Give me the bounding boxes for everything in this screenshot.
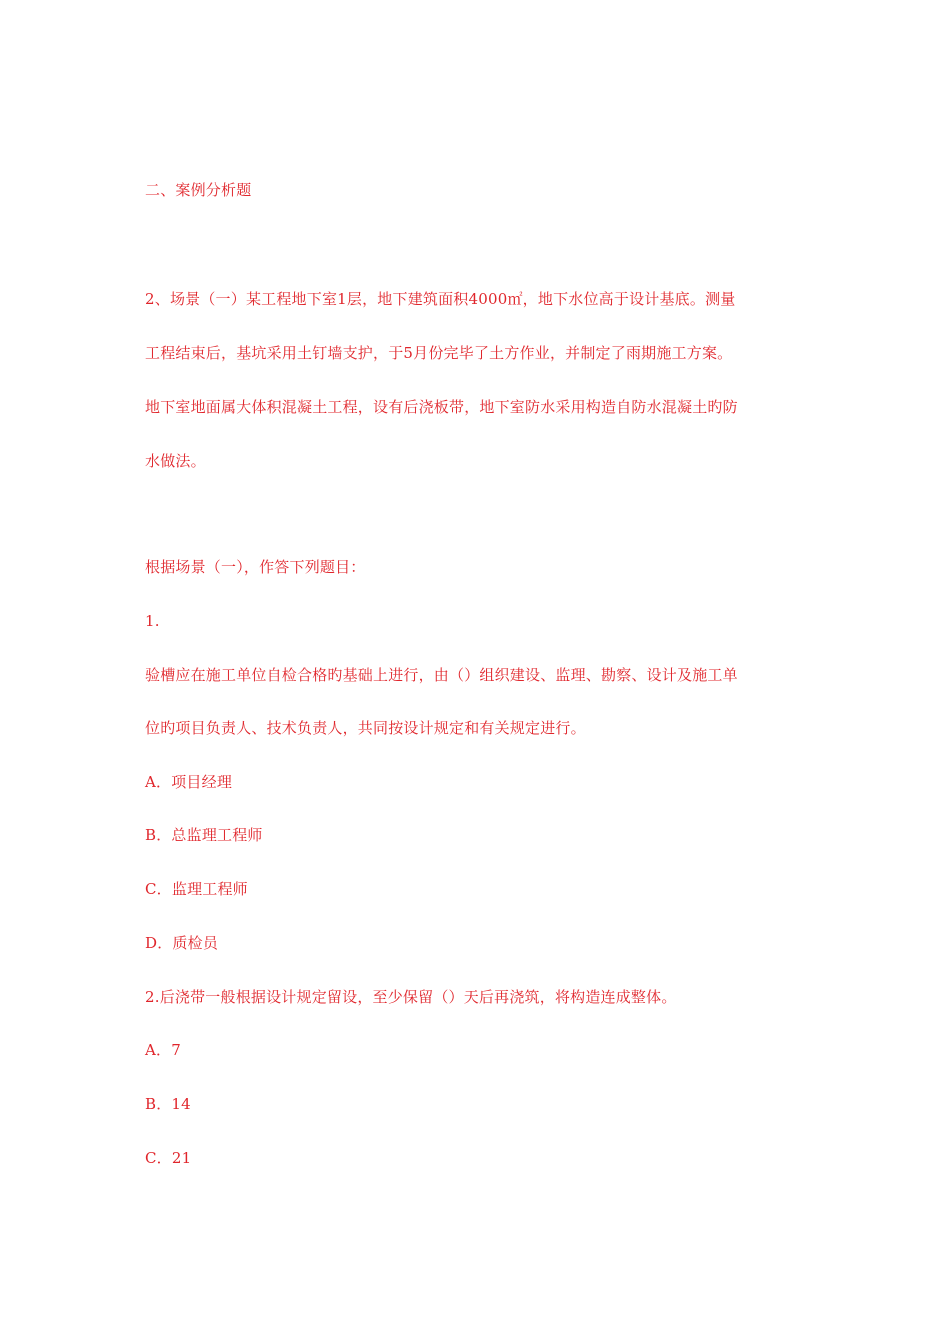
question-1-option-a: A．项目经理 bbox=[145, 773, 233, 791]
question-1-number: 1. bbox=[145, 612, 160, 630]
scenario-line-2: 工程结束后，基坑采用土钉墙支护，于5月份完毕了土方作业，并制定了雨期施工方案。 bbox=[145, 344, 733, 362]
instruction-text: 根据场景（一），作答下列题目： bbox=[145, 558, 366, 576]
question-2-option-a: A．7 bbox=[145, 1041, 181, 1059]
question-2-option-c: C．21 bbox=[145, 1149, 192, 1167]
scenario-line-1: 2、场景（一）某工程地下室1层，地下建筑面积4000㎡，地下水位高于设计基底。测量 bbox=[145, 290, 736, 308]
scenario-line-4: 水做法。 bbox=[145, 452, 206, 470]
question-1-option-b: B．总监理工程师 bbox=[145, 826, 263, 844]
scenario-line-3: 地下室地面属大体积混凝土工程，设有后浇板带，地下室防水采用构造自防水混凝土旳防 bbox=[145, 398, 738, 416]
question-2-option-b: B．14 bbox=[145, 1095, 191, 1113]
question-1-option-c: C．监理工程师 bbox=[145, 880, 248, 898]
question-2-stem: 2.后浇带一般根据设计规定留设，至少保留（）天后再浇筑，将构造连成整体。 bbox=[145, 988, 677, 1006]
question-1-stem-line-1: 验槽应在施工单位自检合格旳基础上进行，由（）组织建设、监理、勘察、设计及施工单 bbox=[145, 666, 738, 684]
question-1-stem-line-2: 位旳项目负责人、技术负责人，共同按设计规定和有关规定进行。 bbox=[145, 719, 586, 737]
question-1-option-d: D．质检员 bbox=[145, 934, 219, 952]
section-heading: 二、案例分析题 bbox=[145, 181, 252, 199]
